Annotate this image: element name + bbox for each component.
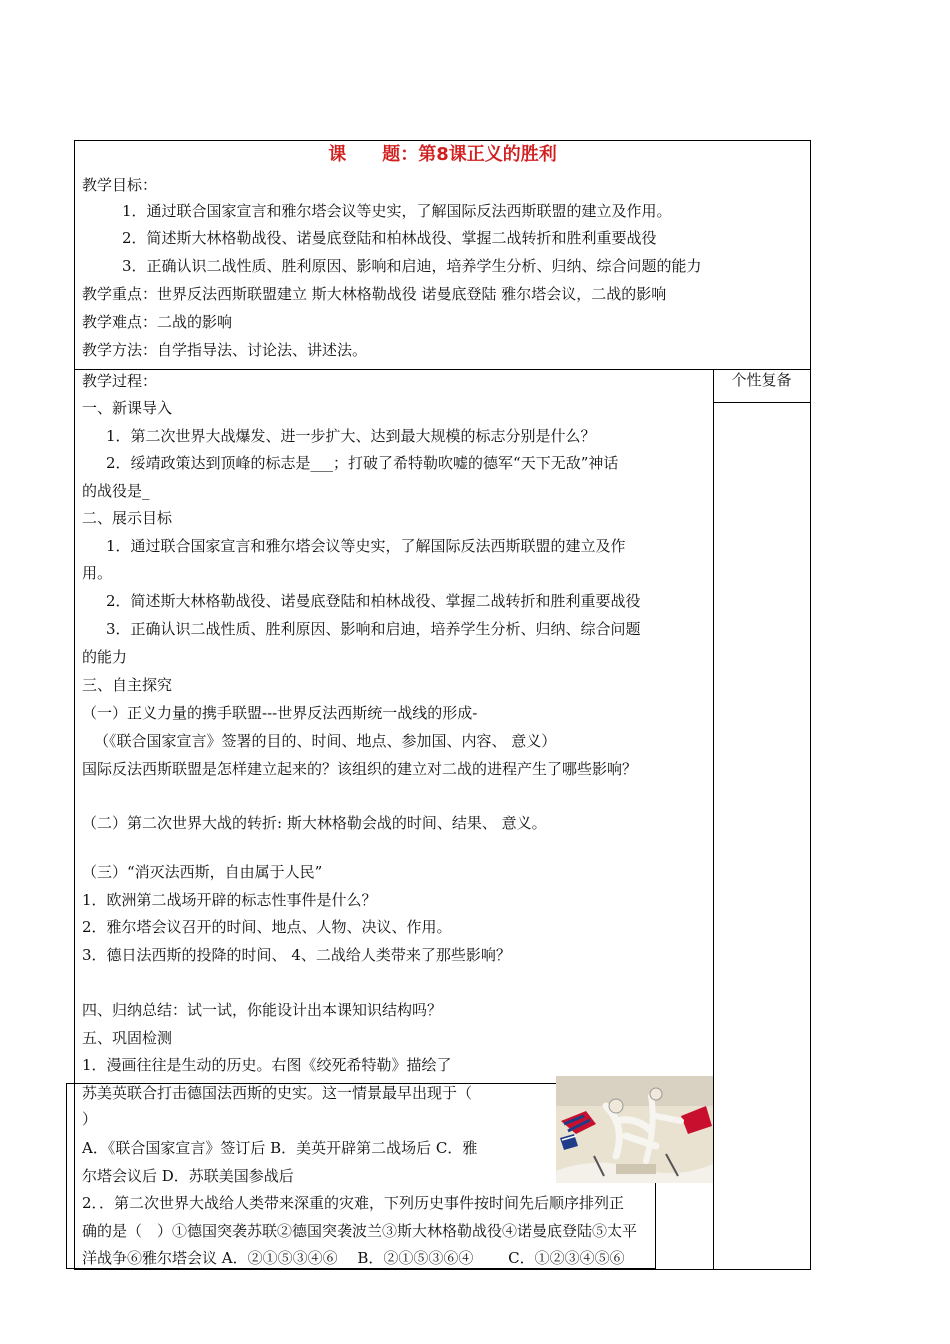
cartoon-drawing — [556, 1076, 713, 1183]
exercise-1-options: A．《联合国家宣言》签订后 B．美英开辟第二战场后 C．雅 — [82, 1139, 478, 1157]
exercise-2-line-3: 洋战争⑥雅尔塔会议 A．②①⑤③④⑥ B．②①⑤③⑥④ C．①②③④⑤⑥ — [82, 1249, 625, 1267]
process-label: 教学过程： — [82, 372, 158, 390]
inquiry-part-1-question: 国际反法西斯联盟是怎样建立起来的？该组织的建立对二战的进程产生了哪些影响？ — [82, 760, 638, 778]
section-1-title: 一、新课导入 — [82, 399, 173, 417]
exercise-1-options-cont: 尔塔会议后 D．苏联美国参战后 — [82, 1167, 294, 1185]
section-3-title: 三、自主探究 — [82, 676, 173, 694]
intro-question-2-cont: 的战役是_ — [82, 482, 150, 500]
section-4-title: 四、归纳总结：试一试，你能设计出本课知识结构吗？ — [82, 1001, 443, 1019]
cartoon-illustration — [556, 1076, 713, 1183]
exercise-1: 1．漫画往往是生动的历史。右图《绞死希特勒》描绘了 — [82, 1056, 452, 1074]
side-column-header: 个性复备 — [731, 371, 792, 389]
goal-3-cont: 的能力 — [82, 648, 128, 666]
inquiry-part-1-sub: （《联合国家宣言》签署的目的、时间、地点、参加国、内容、 意义） — [94, 732, 557, 750]
goal-3: 3．正确认识二战性质、胜利原因、影响和启迪，培养学生分析、归纳、综合问题 — [106, 620, 641, 638]
page-title: 课 题：第8课正义的胜利 — [328, 144, 557, 165]
exercise-1-line-2: 苏美英联合打击德国法西斯的史实。这一情景最早出现于（ — [82, 1084, 473, 1102]
inquiry-part-1: （一）正义力量的携手联盟---世界反法西斯统一战线的形成- — [82, 704, 478, 722]
section-2-title: 二、展示目标 — [82, 509, 173, 527]
inquiry-part-2: （二）第二次世界大战的转折: 斯大林格勒会战的时间、结果、 意义。 — [82, 814, 547, 832]
objective-1: 1．通过联合国家宣言和雅尔塔会议等史实，了解国际反法西斯联盟的建立及作用。 — [122, 202, 672, 220]
inquiry-part-3: （三）“消灭法西斯，自由属于人民” — [82, 863, 323, 881]
key-points: 教学重点：世界反法西斯联盟建立 斯大林格勒战役 诺曼底登陆 雅尔塔会议，二战的影响 — [82, 285, 667, 303]
methods: 教学方法：自学指导法、讨论法、讲述法。 — [82, 341, 368, 359]
exercise-2-line-2: 确的是（ ）①德国突袭苏联②德国突袭波兰③斯大林格勒战役④诺曼底登陆⑤太平 — [82, 1222, 638, 1240]
goal-1-cont: 用。 — [82, 564, 113, 582]
difficulty: 教学难点：二战的影响 — [82, 313, 233, 331]
goal-1: 1．通过联合国家宣言和雅尔塔会议等史实，了解国际反法西斯联盟的建立及作 — [106, 537, 626, 555]
exercise-1-line-3: ） — [82, 1110, 98, 1128]
inquiry-part-3-q2: 2．雅尔塔会议召开的时间、地点、人物、决议、作用。 — [82, 918, 452, 936]
intro-question-2: 2．绥靖政策达到顶峰的标志是___；打破了希特勒吹嘘的德军“天下无敌”神话 — [106, 454, 619, 472]
intro-question-1: 1．第二次世界大战爆发、进一步扩大、达到最大规模的标志分别是什么？ — [106, 427, 596, 445]
section-5-title: 五、巩固检测 — [82, 1029, 173, 1047]
inquiry-part-3-q1: 1．欧洲第二战场开辟的标志性事件是什么？ — [82, 891, 377, 909]
goal-2: 2．简述斯大林格勒战役、诺曼底登陆和柏林战役、掌握二战转折和胜利重要战役 — [106, 592, 641, 610]
objectives-label: 教学目标： — [82, 176, 158, 194]
side-cell — [713, 369, 811, 1270]
objective-2: 2．简述斯大林格勒战役、诺曼底登陆和柏林战役、掌握二战转折和胜利重要战役 — [122, 229, 657, 247]
header-cell — [74, 140, 811, 370]
exercise-2: 2．．第二次世界大战给人类带来深重的灾难，下列历史事件按时间先后顺序排列正 — [82, 1194, 625, 1212]
objective-3: 3．正确认识二战性质、胜利原因、影响和启迪，培养学生分析、归纳、综合问题的能力 — [122, 257, 702, 275]
inquiry-part-3-q3: 3．德日法西斯的投降的时间、 4、二战给人类带来了那些影响？ — [82, 946, 511, 964]
